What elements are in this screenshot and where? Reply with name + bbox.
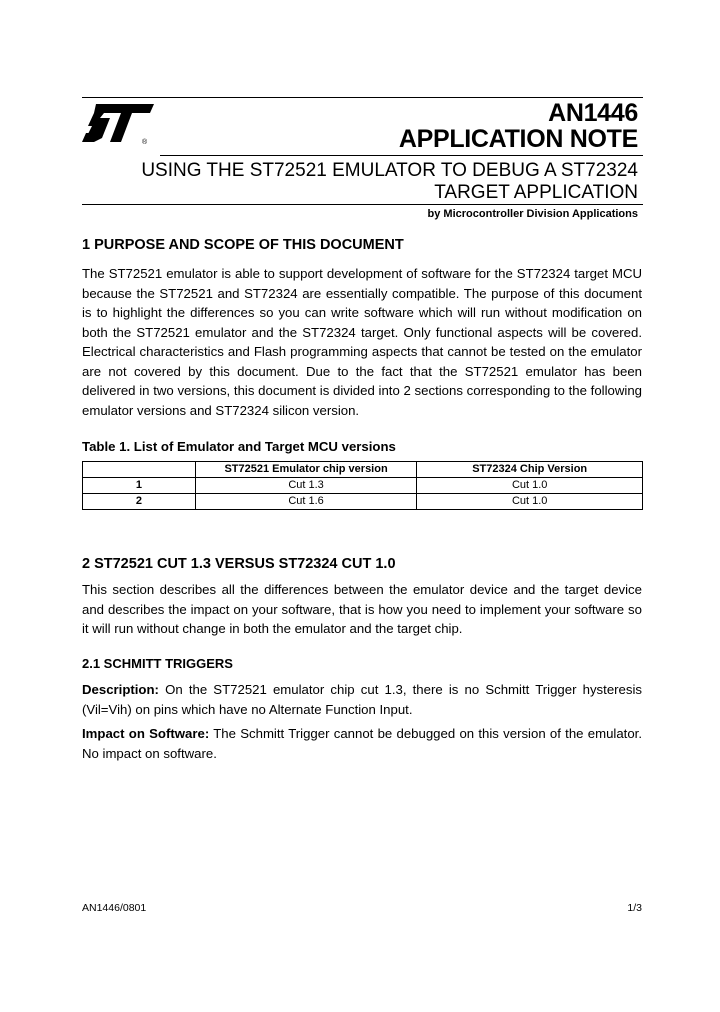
description-label: Description: (82, 682, 159, 697)
table-header-cell: ST72324 Chip Version (417, 462, 643, 478)
header-bottom-rule (82, 204, 643, 205)
doc-type: APPLICATION NOTE (398, 125, 638, 153)
impact-paragraph (82, 724, 642, 763)
header-mid-rule (160, 155, 643, 156)
footer-doc-ref: AN1446/0801 (82, 902, 147, 914)
svg-text:®: ® (142, 139, 148, 146)
table-row (83, 494, 643, 510)
table-row (83, 478, 643, 494)
table-header-row (83, 462, 643, 478)
impact-label: Impact on Software: (82, 726, 210, 741)
versions-table (82, 461, 643, 510)
description-paragraph (82, 680, 642, 719)
section-2-1-heading: 2.1 SCHMITT TRIGGERS (82, 656, 233, 671)
table-cell: Cut 1.3 (195, 478, 417, 494)
table-cell: 1 (83, 478, 196, 494)
title-line-2: TARGET APPLICATION (434, 182, 638, 203)
table-header-cell (83, 462, 196, 478)
impact-text: The Schmitt Trigger cannot be debugged on this version of the emulator. No impact on software. (82, 726, 642, 761)
table-cell: 2 (83, 494, 196, 510)
section-1-body: The ST72521 emulator is able to support development of software for the ST72324 target MCU because the ST72521 and ST72324 are essentially compatible. The purpose of this document is to highlight the differences so you can write software which will run without modification on both the ST72521 emulator and the ST72324 target. Only functional aspects will be covered. Electrical characteristics and Flash programming aspects that cannot be tested on the emulator are not covered by this document. Due to the fact that the ST72521 emulator has been delivered in two versions, this document is divided into 2 sections corresponding to the following emulator versions and ST72324 silicon version. (82, 266, 642, 418)
byline: by Microcontroller Division Applications (427, 208, 638, 220)
section-2-body: This section describes all the differences between the emulator device and the target device and describes the impact on your software, that is how you need to implement your software so it will run without change in both the emulator and the target chip. (82, 582, 642, 636)
section-1-heading: 1 PURPOSE AND SCOPE OF THIS DOCUMENT (82, 237, 404, 253)
table-cell: Cut 1.0 (417, 478, 643, 494)
footer-page-number: 1/3 (627, 902, 642, 914)
description-text: On the ST72521 emulator chip cut 1.3, there is no Schmitt Trigger hysteresis (Vil=Vih) on pins which have no Alternate Function Input. (82, 682, 642, 717)
table-cell: Cut 1.0 (417, 494, 643, 510)
header-top-rule (82, 97, 643, 98)
table-header-cell: ST72521 Emulator chip version (195, 462, 417, 478)
doc-number: AN1446 (548, 99, 638, 127)
table-cell: Cut 1.6 (195, 494, 417, 510)
document-title (78, 160, 638, 204)
table-1-caption: Table 1. List of Emulator and Target MCU versions (82, 439, 396, 454)
title-line-1: USING THE ST72521 EMULATOR TO DEBUG A ST72324 (141, 160, 638, 181)
section-2-heading: 2 ST72521 CUT 1.3 VERSUS ST72324 CUT 1.0 (82, 556, 396, 572)
st-logo-icon (82, 104, 154, 148)
